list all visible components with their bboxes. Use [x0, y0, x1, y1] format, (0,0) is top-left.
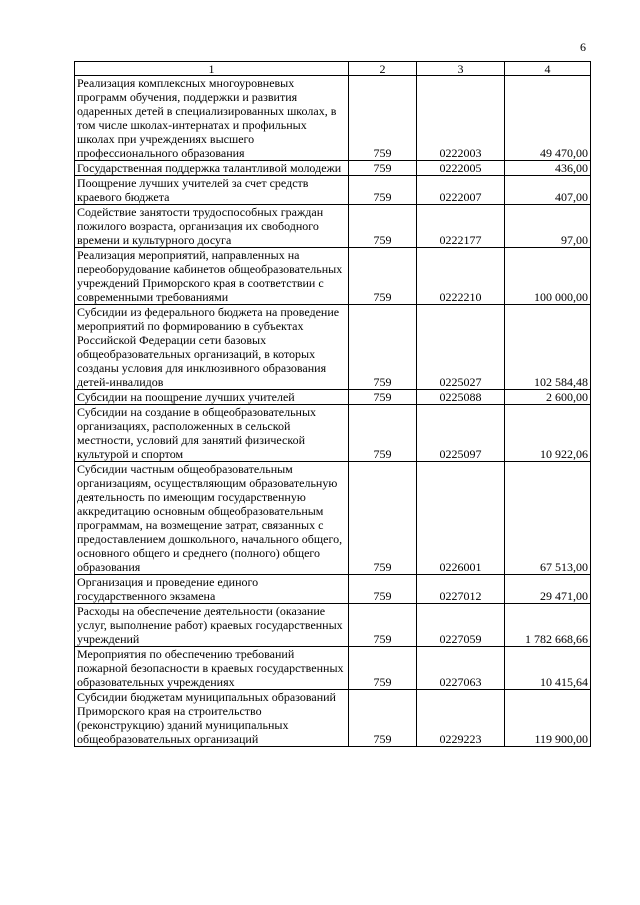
row-name-cell: Субсидии на поощрение лучших учителей [75, 390, 349, 405]
row-code-cell: 0227063 [417, 647, 505, 690]
row-name-cell: Содействие занятости трудоспособных граждан пожилого возраста, организация их свободного времени и культурного досуга [75, 205, 349, 248]
table-row [75, 647, 591, 690]
table-row [75, 305, 591, 390]
row-dept-cell: 759 [349, 205, 417, 248]
row-dept-cell: 759 [349, 76, 417, 161]
row-amount-cell: 100 000,00 [505, 248, 591, 305]
row-code-cell: 0227059 [417, 604, 505, 647]
row-name-cell: Мероприятия по обеспечению требований пожарной безопасности в краевых государственных образовательных учреждениях [75, 647, 349, 690]
row-name-cell: Реализация комплексных многоуровневых программ обучения, поддержки и развития одаренных детей в специализированных школах, в том числе школах-интернатах и профильных школах при учреждениях высшего профессионального образования [75, 76, 349, 161]
table-row [75, 76, 591, 161]
row-dept-cell: 759 [349, 647, 417, 690]
table-row [75, 176, 591, 205]
row-amount-cell: 407,00 [505, 176, 591, 205]
page-number: 6 [580, 40, 586, 54]
row-amount-cell: 49 470,00 [505, 76, 591, 161]
header-row [75, 62, 591, 76]
row-dept-cell: 759 [349, 690, 417, 747]
table-row [75, 248, 591, 305]
row-name-cell: Субсидии частным общеобразовательным организациям, осуществляющим образовательную деятельность по имеющим государственную аккредитацию основным общеобразовательным программам, на возмещение затрат, связанных с предоставлением дошкольного, начального общего, основного общего и среднего (полного) общего образования [75, 462, 349, 575]
row-dept-cell: 759 [349, 462, 417, 575]
table-row [75, 462, 591, 575]
row-name-cell: Субсидии на создание в общеобразовательных организациях, расположенных в сельской местности, условий для занятий физической культурой и спортом [75, 405, 349, 462]
row-amount-cell: 97,00 [505, 205, 591, 248]
row-name-cell: Государственная поддержка талантливой молодежи [75, 161, 349, 176]
row-amount-cell: 119 900,00 [505, 690, 591, 747]
row-amount-cell: 102 584,48 [505, 305, 591, 390]
row-amount-cell: 436,00 [505, 161, 591, 176]
row-code-cell: 0222005 [417, 161, 505, 176]
row-code-cell: 0225088 [417, 390, 505, 405]
row-name-cell: Субсидии бюджетам муниципальных образований Приморского края на строительство (реконструкцию) зданий муниципальных общеобразовательных организаций [75, 690, 349, 747]
row-code-cell: 0226001 [417, 462, 505, 575]
row-code-cell: 0222003 [417, 76, 505, 161]
header-cell: 2 [349, 62, 417, 76]
row-dept-cell: 759 [349, 161, 417, 176]
header-cell: 4 [505, 62, 591, 76]
row-code-cell: 0227012 [417, 575, 505, 604]
row-code-cell: 0222210 [417, 248, 505, 305]
header-cell: 3 [417, 62, 505, 76]
table-row [75, 575, 591, 604]
table-row [75, 205, 591, 248]
row-code-cell: 0222007 [417, 176, 505, 205]
row-code-cell: 0225097 [417, 405, 505, 462]
table-row [75, 604, 591, 647]
row-dept-cell: 759 [349, 176, 417, 205]
row-amount-cell: 29 471,00 [505, 575, 591, 604]
row-amount-cell: 10 415,64 [505, 647, 591, 690]
row-dept-cell: 759 [349, 248, 417, 305]
row-amount-cell: 10 922,06 [505, 405, 591, 462]
table-row [75, 390, 591, 405]
row-dept-cell: 759 [349, 575, 417, 604]
budget-table [74, 61, 591, 747]
table-row [75, 161, 591, 176]
table-row [75, 690, 591, 747]
row-amount-cell: 2 600,00 [505, 390, 591, 405]
row-dept-cell: 759 [349, 604, 417, 647]
row-dept-cell: 759 [349, 405, 417, 462]
row-dept-cell: 759 [349, 305, 417, 390]
row-name-cell: Поощрение лучших учителей за счет средств краевого бюджета [75, 176, 349, 205]
row-code-cell: 0222177 [417, 205, 505, 248]
row-name-cell: Реализация мероприятий, направленных на переоборудование кабинетов общеобразовательных учреждений Приморского края в соответствии с современными требованиями [75, 248, 349, 305]
row-amount-cell: 1 782 668,66 [505, 604, 591, 647]
row-amount-cell: 67 513,00 [505, 462, 591, 575]
header-cell: 1 [75, 62, 349, 76]
row-dept-cell: 759 [349, 390, 417, 405]
row-code-cell: 0225027 [417, 305, 505, 390]
row-name-cell: Организация и проведение единого государственного экзамена [75, 575, 349, 604]
row-name-cell: Расходы на обеспечение деятельности (оказание услуг, выполнение работ) краевых государственных учреждений [75, 604, 349, 647]
row-code-cell: 0229223 [417, 690, 505, 747]
row-name-cell: Субсидии из федерального бюджета на проведение мероприятий по формированию в субъектах Российской Федерации сети базовых общеобразовательных организаций, в которых созданы условия для инклюзивного образования детей-инвалидов [75, 305, 349, 390]
table-row [75, 405, 591, 462]
